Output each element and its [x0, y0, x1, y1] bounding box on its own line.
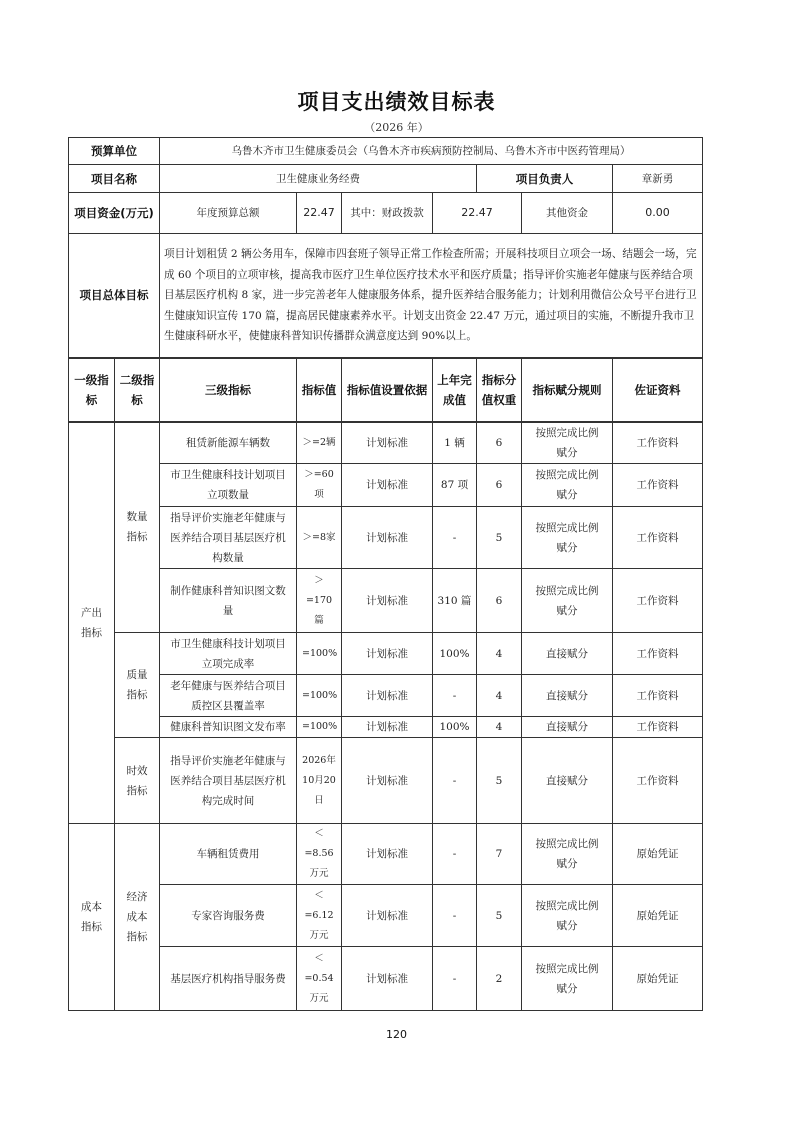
scoring-rule: 直接赋分: [522, 633, 613, 675]
level3-indicator: 健康科普知识图文发布率: [160, 717, 297, 738]
level3-indicator: 制作健康科普知识图文数量: [160, 569, 297, 633]
setting-basis: 计划标准: [342, 738, 433, 824]
last-year-value: -: [433, 947, 477, 1011]
scoring-rule: 按照完成比例赋分: [522, 824, 613, 885]
project-leader-value: 章新勇: [613, 165, 703, 193]
last-year-value: -: [433, 885, 477, 947]
overall-goal-row: [69, 234, 703, 358]
scoring-rule: 按照完成比例赋分: [522, 464, 613, 507]
score-weight: 4: [477, 717, 522, 738]
header-basis: 指标值设置依据: [342, 358, 433, 422]
budget-unit-label: 预算单位: [69, 138, 160, 165]
budget-unit-value: 乌鲁木齐市卫生健康委员会（乌鲁木齐市疾病预防控制局、乌鲁木齐市中医药管理局）: [160, 138, 703, 165]
indicator-row: [69, 675, 703, 717]
overall-goal-text: 项目计划租赁 2 辆公务用车，保障市四套班子领导正常工作检查所需；开展科技项目立项会一场、结题会一场，完成 60 个项目的立项审核，提高我市医疗卫生单位医疗技术水平和医疗质量；指导评价实施老年健康与医养结合项目基层医疗机构 8 家，进一步完善老年人健康服务体系，提升医养结合服务能力；计划利用微信公众号平台进行卫生健康知识宣传 170 篇，提高居民健康素养水平。计划支出资金 22.47 万元，通过项目的实施，不断提升我市卫生健康科研水平，使健康科普知识传播群众满意度达到 90%以上。: [160, 234, 703, 358]
setting-basis: 计划标准: [342, 885, 433, 947]
funds-row: [69, 193, 703, 234]
header-target-value: 指标值: [297, 358, 342, 422]
score-weight: 4: [477, 633, 522, 675]
score-weight: 5: [477, 885, 522, 947]
project-leader-label: 项目负责人: [477, 165, 613, 193]
level3-indicator: 指导评价实施老年健康与医养结合项目基层医疗机构数量: [160, 507, 297, 569]
target-value: ＜=0.54万元: [297, 947, 342, 1011]
indicator-row: [69, 738, 703, 824]
setting-basis: 计划标准: [342, 633, 433, 675]
last-year-value: -: [433, 507, 477, 569]
target-value: =100%: [297, 717, 342, 738]
indicator-row: [69, 633, 703, 675]
setting-basis: 计划标准: [342, 675, 433, 717]
last-year-value: 310 篇: [433, 569, 477, 633]
scoring-rule: 直接赋分: [522, 675, 613, 717]
setting-basis: 计划标准: [342, 422, 433, 464]
setting-basis: 计划标准: [342, 507, 433, 569]
score-weight: 5: [477, 738, 522, 824]
target-value: ＞=60项: [297, 464, 342, 507]
indicator-row: [69, 885, 703, 947]
target-value: ＜=6.12万元: [297, 885, 342, 947]
score-weight: 7: [477, 824, 522, 885]
level2-indicator: 时效指标: [115, 738, 160, 824]
evidence-material: 工作资料: [613, 422, 703, 464]
indicator-row: [69, 947, 703, 1011]
setting-basis: 计划标准: [342, 464, 433, 507]
target-value: =100%: [297, 633, 342, 675]
header-last-year: 上年完成值: [433, 358, 477, 422]
level3-indicator: 市卫生健康科技计划项目立项数量: [160, 464, 297, 507]
header-level3: 三级指标: [160, 358, 297, 422]
project-name-label: 项目名称: [69, 165, 160, 193]
evidence-material: 原始凭证: [613, 824, 703, 885]
setting-basis: 计划标准: [342, 824, 433, 885]
last-year-value: 100%: [433, 717, 477, 738]
level2-indicator: 数量指标: [115, 422, 160, 633]
other-funds-value: 0.00: [613, 193, 703, 234]
evidence-material: 工作资料: [613, 569, 703, 633]
scoring-rule: 按照完成比例赋分: [522, 507, 613, 569]
score-weight: 5: [477, 507, 522, 569]
project-name-value: 卫生健康业务经费: [160, 165, 477, 193]
indicator-row: [69, 569, 703, 633]
evidence-material: 工作资料: [613, 717, 703, 738]
evidence-material: 原始凭证: [613, 947, 703, 1011]
level3-indicator: 基层医疗机构指导服务费: [160, 947, 297, 1011]
evidence-material: 工作资料: [613, 675, 703, 717]
score-weight: 4: [477, 675, 522, 717]
document-year: （2026 年）: [364, 121, 429, 134]
score-weight: 2: [477, 947, 522, 1011]
last-year-value: -: [433, 738, 477, 824]
indicator-row: [69, 717, 703, 738]
target-value: 2026年10月20日: [297, 738, 342, 824]
header-rule: 指标赋分规则: [522, 358, 613, 422]
header-weight: 指标分值权重: [477, 358, 522, 422]
level3-indicator: 租赁新能源车辆数: [160, 422, 297, 464]
scoring-rule: 按照完成比例赋分: [522, 947, 613, 1011]
target-value: ＜=8.56万元: [297, 824, 342, 885]
setting-basis: 计划标准: [342, 717, 433, 738]
target-value: ＞=2辆: [297, 422, 342, 464]
annual-total-value: 22.47: [297, 193, 342, 234]
level3-indicator: 市卫生健康科技计划项目立项完成率: [160, 633, 297, 675]
level3-indicator: 专家咨询服务费: [160, 885, 297, 947]
last-year-value: -: [433, 675, 477, 717]
scoring-rule: 按照完成比例赋分: [522, 885, 613, 947]
last-year-value: 87 项: [433, 464, 477, 507]
evidence-material: 工作资料: [613, 464, 703, 507]
last-year-value: 1 辆: [433, 422, 477, 464]
scoring-rule: 按照完成比例赋分: [522, 569, 613, 633]
setting-basis: 计划标准: [342, 947, 433, 1011]
level3-indicator: 车辆租赁费用: [160, 824, 297, 885]
target-value: ＞=8家: [297, 507, 342, 569]
indicator-row: [69, 507, 703, 569]
document-title: 项目支出绩效目标表: [297, 90, 496, 114]
header-level2: 二级指标: [115, 358, 160, 422]
indicator-header-row: [69, 358, 703, 422]
last-year-value: -: [433, 824, 477, 885]
scoring-rule: 直接赋分: [522, 738, 613, 824]
indicator-row: [69, 422, 703, 464]
page-number: 120: [386, 1028, 407, 1041]
scoring-rule: 直接赋分: [522, 717, 613, 738]
annual-total-label: 年度预算总额: [160, 193, 297, 234]
target-value: =100%: [297, 675, 342, 717]
score-weight: 6: [477, 464, 522, 507]
score-weight: 6: [477, 422, 522, 464]
project-name-row: [69, 165, 703, 193]
level3-indicator: 老年健康与医养结合项目质控区县覆盖率: [160, 675, 297, 717]
evidence-material: 原始凭证: [613, 885, 703, 947]
fiscal-value: 22.47: [433, 193, 522, 234]
level3-indicator: 指导评价实施老年健康与医养结合项目基层医疗机构完成时间: [160, 738, 297, 824]
performance-target-table: [68, 137, 703, 1011]
evidence-material: 工作资料: [613, 507, 703, 569]
indicator-row: [69, 824, 703, 885]
evidence-material: 工作资料: [613, 738, 703, 824]
evidence-material: 工作资料: [613, 633, 703, 675]
overall-goal-label: 项目总体目标: [69, 234, 160, 358]
indicator-row: [69, 464, 703, 507]
funds-label: 项目资金(万元): [69, 193, 160, 234]
target-value: ＞=170篇: [297, 569, 342, 633]
level1-indicator: 成本指标: [69, 824, 115, 1011]
score-weight: 6: [477, 569, 522, 633]
header-evidence: 佐证资料: [613, 358, 703, 422]
setting-basis: 计划标准: [342, 569, 433, 633]
header-level1: 一级指标: [69, 358, 115, 422]
scoring-rule: 按照完成比例赋分: [522, 422, 613, 464]
fiscal-label: 其中：财政拨款: [342, 193, 433, 234]
level2-indicator: 质量指标: [115, 633, 160, 738]
other-funds-label: 其他资金: [522, 193, 613, 234]
level1-indicator: 产出指标: [69, 422, 115, 824]
budget-unit-row: [69, 138, 703, 165]
last-year-value: 100%: [433, 633, 477, 675]
level2-indicator: 经济成本指标: [115, 824, 160, 1011]
